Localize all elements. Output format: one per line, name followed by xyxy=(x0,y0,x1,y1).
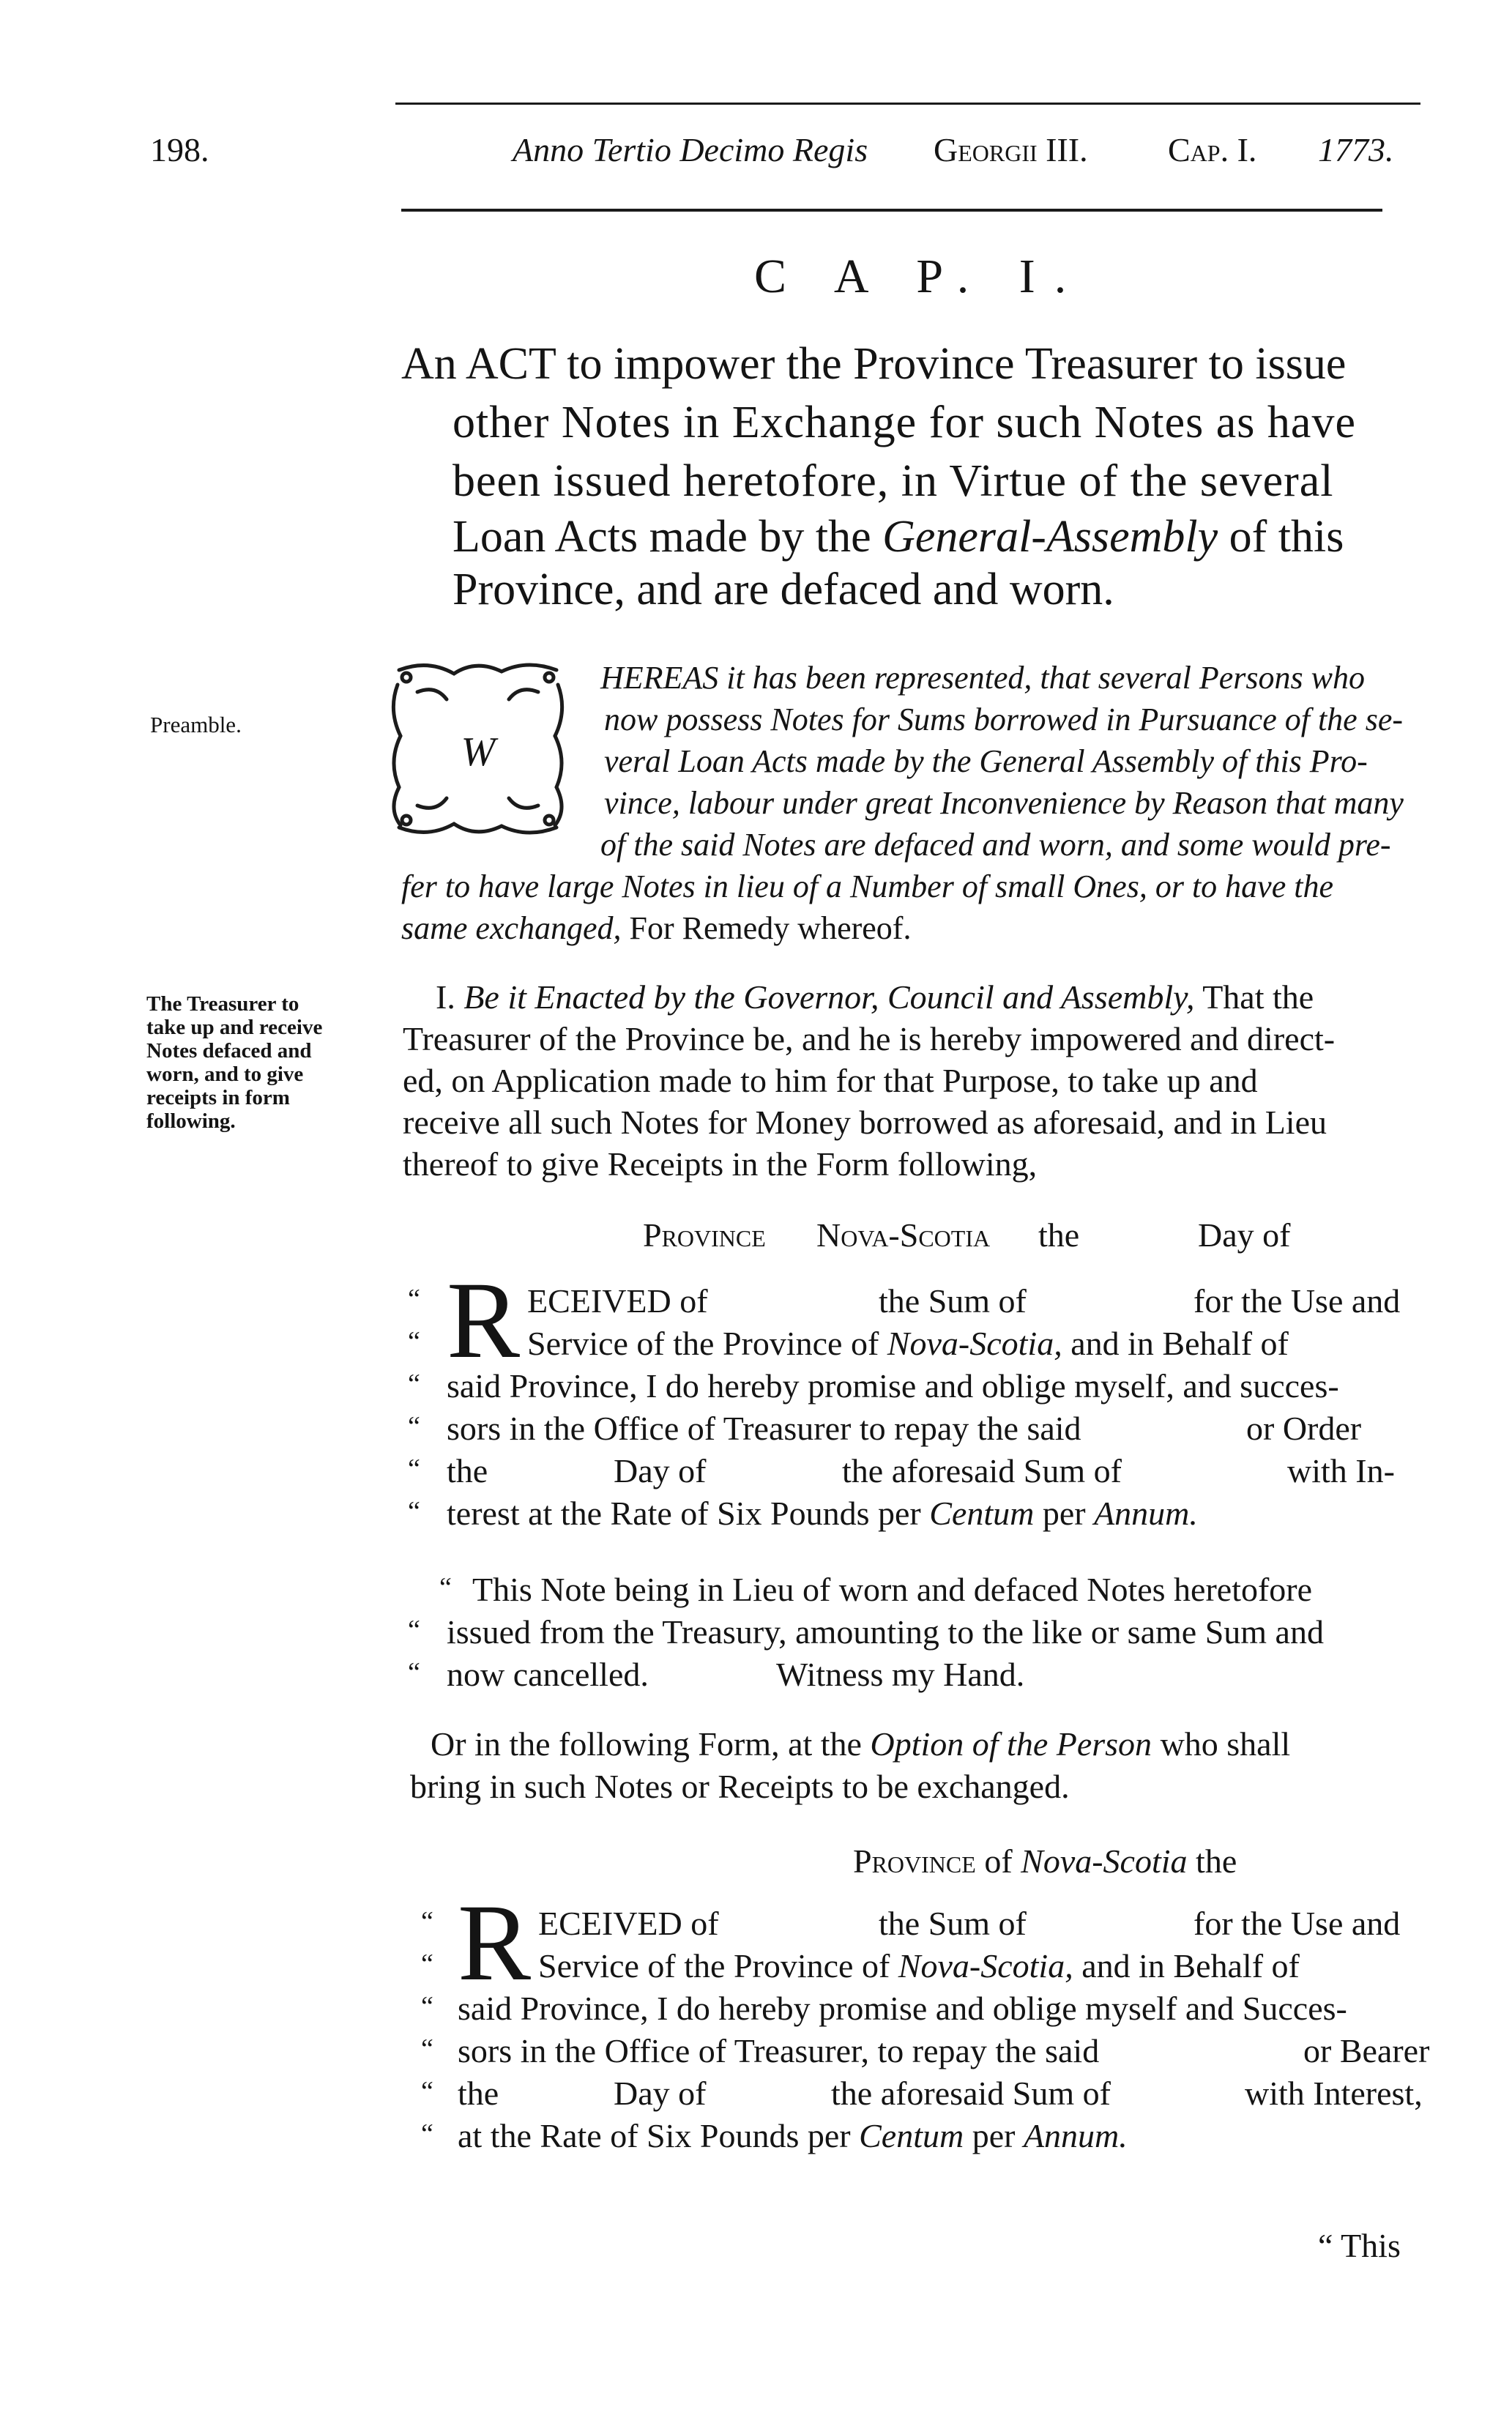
form-1-centum: Centum xyxy=(929,1495,1035,1532)
quote-mark: “ xyxy=(421,1949,433,1979)
preamble-line-1: HEREAS it has been represented, that several Persons who xyxy=(600,660,1365,696)
alternative-end: who shall xyxy=(1160,1725,1291,1763)
form-1-behalf: and in Behalf of xyxy=(1070,1325,1289,1362)
form-1-nova-scotia-italic: Nova-Scotia, xyxy=(887,1325,1062,1362)
form-2-nova-scotia-italic: Nova-Scotia, xyxy=(898,1947,1073,1984)
sidenote-treasurer-line: worn, and to give xyxy=(146,1063,304,1086)
sidenote-preamble: Preamble. xyxy=(150,712,242,737)
section-1-line-2: Treasurer of the Province be, and he is hereby impowered and direct- xyxy=(403,1020,1336,1057)
alternative-line-2: bring in such Notes or Receipts to be exchanged. xyxy=(410,1768,1070,1805)
form-1-line-2 xyxy=(527,1324,1289,1363)
preamble-remedy: For Remedy whereof. xyxy=(629,910,912,946)
section-1-line-1-end: That the xyxy=(1202,978,1314,1016)
quote-mark: “ xyxy=(408,1615,420,1645)
form-1-nova-scotia: Nova-Scotia xyxy=(816,1216,991,1254)
form-1-day-of-line: Day of xyxy=(614,1452,707,1489)
form-2-sors: sors in the Office of Treasurer, to repay the said xyxy=(458,2032,1100,2069)
preamble-line-5: of the said Notes are defaced and worn, and some would pre- xyxy=(600,827,1391,863)
title-line-5: Province, and are defaced and worn. xyxy=(453,565,1114,614)
title-line-4-end: of this xyxy=(1229,512,1344,562)
sidenote-treasurer-line: take up and receive xyxy=(146,1016,323,1039)
form-1-interest: terest at the Rate of Six Pounds per xyxy=(447,1495,921,1532)
section-1-line-3: ed, on Application made to him for that Purpose, to take up and xyxy=(403,1062,1258,1099)
section-1-line-4: receive all such Notes for Money borrowed as aforesaid, and in Lieu xyxy=(403,1104,1327,1141)
form-1-aforesaid: the aforesaid Sum of xyxy=(842,1452,1122,1489)
form-2-line-4 xyxy=(458,2031,1430,2075)
form-1-line-3: said Province, I do hereby promise and oblige myself, and succes- xyxy=(447,1367,1339,1405)
form-1-annum: Annum. xyxy=(1094,1495,1198,1532)
head-rule xyxy=(401,209,1382,212)
title-line-4-start: Loan Acts made by the xyxy=(453,512,871,562)
chapter-heading: C A P. I. xyxy=(754,250,1086,303)
preamble-same-exchanged: same exchanged, xyxy=(401,910,622,946)
alternative-option: Option of the Person xyxy=(870,1725,1152,1763)
form-2-nova-scotia: Nova-Scotia xyxy=(1021,1842,1188,1880)
form-2-line-2 xyxy=(538,1946,1300,1985)
quote-mark: “ xyxy=(408,1326,420,1357)
preamble-line-4: vince, labour under great Inconvenience by Reason that many xyxy=(604,785,1404,821)
section-1-line-5: thereof to give Receipts in the Form following, xyxy=(403,1145,1038,1183)
section-1-line-1 xyxy=(436,978,1314,1016)
form-2-the: the xyxy=(458,2075,499,2112)
form-1-use: for the Use and xyxy=(1193,1282,1401,1320)
sidenote-treasurer-line: Notes defaced and xyxy=(146,1039,312,1063)
quote-mark: “ xyxy=(408,1657,420,1688)
form-2-per: per xyxy=(972,2117,1016,2154)
form-1-or-order: or Order xyxy=(1246,1410,1362,1447)
quote-mark: “ xyxy=(421,2076,433,2107)
note-line-3 xyxy=(447,1655,1106,1699)
form-2-centum: Centum xyxy=(859,2117,964,2154)
sidenote-treasurer-line: following. xyxy=(146,1109,236,1133)
preamble-line-2: now possess Notes for Sums borrowed in Pursuance of the se- xyxy=(604,702,1404,737)
form-1-line-5 xyxy=(447,1451,1406,1495)
alternative-line-1 xyxy=(431,1725,1290,1763)
form-1-received: ECEIVED of xyxy=(527,1282,708,1320)
running-title-year: 1773. xyxy=(1318,131,1394,168)
note-line-1: This Note being in Lieu of worn and defaced Notes heretofore xyxy=(472,1571,1313,1608)
quote-mark: “ xyxy=(408,1411,420,1442)
form-2-line-3: said Province, I do hereby promise and oblige myself and Succes- xyxy=(458,1990,1347,2027)
form-2-the: the xyxy=(1196,1842,1237,1880)
form-2-aforesaid: the aforesaid Sum of xyxy=(831,2075,1111,2112)
title-line-3: been issued heretofore, in Virtue of the several xyxy=(453,456,1334,506)
enacting-clause: Be it Enacted by the Governor, Council and Assembly, xyxy=(463,978,1195,1016)
form-2-received: ECEIVED of xyxy=(538,1905,719,1942)
form-2-rate: at the Rate of Six Pounds per xyxy=(458,2117,851,2154)
quote-mark: “ xyxy=(439,1572,452,1603)
quote-mark: “ xyxy=(408,1369,420,1399)
sidenote-treasurer xyxy=(146,992,322,1133)
sidenote-treasurer-line: receipts in form xyxy=(146,1086,290,1109)
form-2-of: of xyxy=(984,1842,1013,1880)
ornament-initial-letter: W xyxy=(461,729,496,775)
title-line-1: An ACT to impower the Province Treasurer to issue xyxy=(401,339,1347,389)
form-2-service: Service of the Province of xyxy=(538,1947,890,1984)
form-2-line-5 xyxy=(458,2074,1423,2118)
form-1-sors: sors in the Office of Treasurer to repay the said xyxy=(447,1410,1081,1447)
quote-mark: “ xyxy=(408,1454,420,1484)
form-2-sum-of: the Sum of xyxy=(879,1905,1027,1942)
page-number: 198. xyxy=(150,131,209,168)
form-1-service: Service of the Province of xyxy=(527,1325,879,1362)
title-line-4 xyxy=(453,511,1344,563)
form-2-annum: Annum. xyxy=(1023,2117,1128,2154)
drop-cap: R xyxy=(447,1260,521,1381)
quote-mark: “ xyxy=(421,1906,433,1937)
form-2-use: for the Use and xyxy=(1193,1905,1401,1942)
form-1-line-4 xyxy=(447,1409,1406,1453)
preamble-line-7 xyxy=(401,909,911,947)
form-2-line-6 xyxy=(458,2116,1128,2155)
form-2-behalf: and in Behalf of xyxy=(1081,1947,1300,1984)
form-1-line-1 xyxy=(527,1281,1406,1325)
form-2-or-bearer: or Bearer xyxy=(1303,2032,1430,2069)
quote-mark: “ xyxy=(408,1284,420,1314)
catchword: “ This xyxy=(1318,2227,1401,2264)
form-1-line-6 xyxy=(447,1494,1198,1533)
sidenote-treasurer-line: The Treasurer to xyxy=(146,992,299,1016)
note-cancelled: now cancelled. xyxy=(447,1656,649,1693)
form-1-with-in: with In- xyxy=(1287,1452,1395,1489)
alternative-start: Or in the following Form, at the xyxy=(431,1725,862,1763)
running-title-king: Georgii III. xyxy=(934,131,1088,168)
ornamental-initial xyxy=(384,655,571,842)
top-rule xyxy=(395,103,1420,105)
form-2-heading xyxy=(853,1842,1237,1881)
form-2-province: Province xyxy=(853,1842,976,1880)
quote-mark: “ xyxy=(421,2118,433,2149)
quote-mark: “ xyxy=(408,1496,420,1527)
form-1-heading xyxy=(643,1216,1397,1260)
running-title-italic: Anno Tertio Decimo Regis xyxy=(513,131,868,168)
form-1-the: the xyxy=(1038,1216,1080,1254)
section-number: I. xyxy=(436,978,455,1016)
preamble-line-6: fer to have large Notes in lieu of a Number of small Ones, or to have the xyxy=(401,868,1333,904)
running-title-cap: Cap. I. xyxy=(1168,131,1257,168)
title-line-2: other Notes in Exchange for such Notes as have xyxy=(453,398,1356,447)
preamble-line-3: veral Loan Acts made by the General Assembly of this Pro- xyxy=(604,743,1368,779)
note-line-2: issued from the Treasury, amounting to the like or same Sum and xyxy=(447,1613,1324,1651)
form-1-the: the xyxy=(447,1452,488,1489)
form-1-day-of: Day of xyxy=(1198,1216,1291,1254)
note-witness: Witness my Hand. xyxy=(776,1656,1025,1693)
form-2-day-of-line: Day of xyxy=(614,2075,707,2112)
drop-cap: R xyxy=(458,1882,532,2004)
title-general-assembly: General-Assembly xyxy=(882,512,1218,562)
form-2-line-1 xyxy=(538,1904,1417,1948)
form-1-per: per xyxy=(1042,1495,1086,1532)
form-1-province: Province xyxy=(643,1216,766,1254)
form-2-with-interest: with Interest, xyxy=(1245,2075,1423,2112)
quote-mark: “ xyxy=(421,1991,433,2022)
running-head xyxy=(0,130,1512,182)
form-1-sum-of: the Sum of xyxy=(879,1282,1027,1320)
quote-mark: “ xyxy=(421,2034,433,2064)
